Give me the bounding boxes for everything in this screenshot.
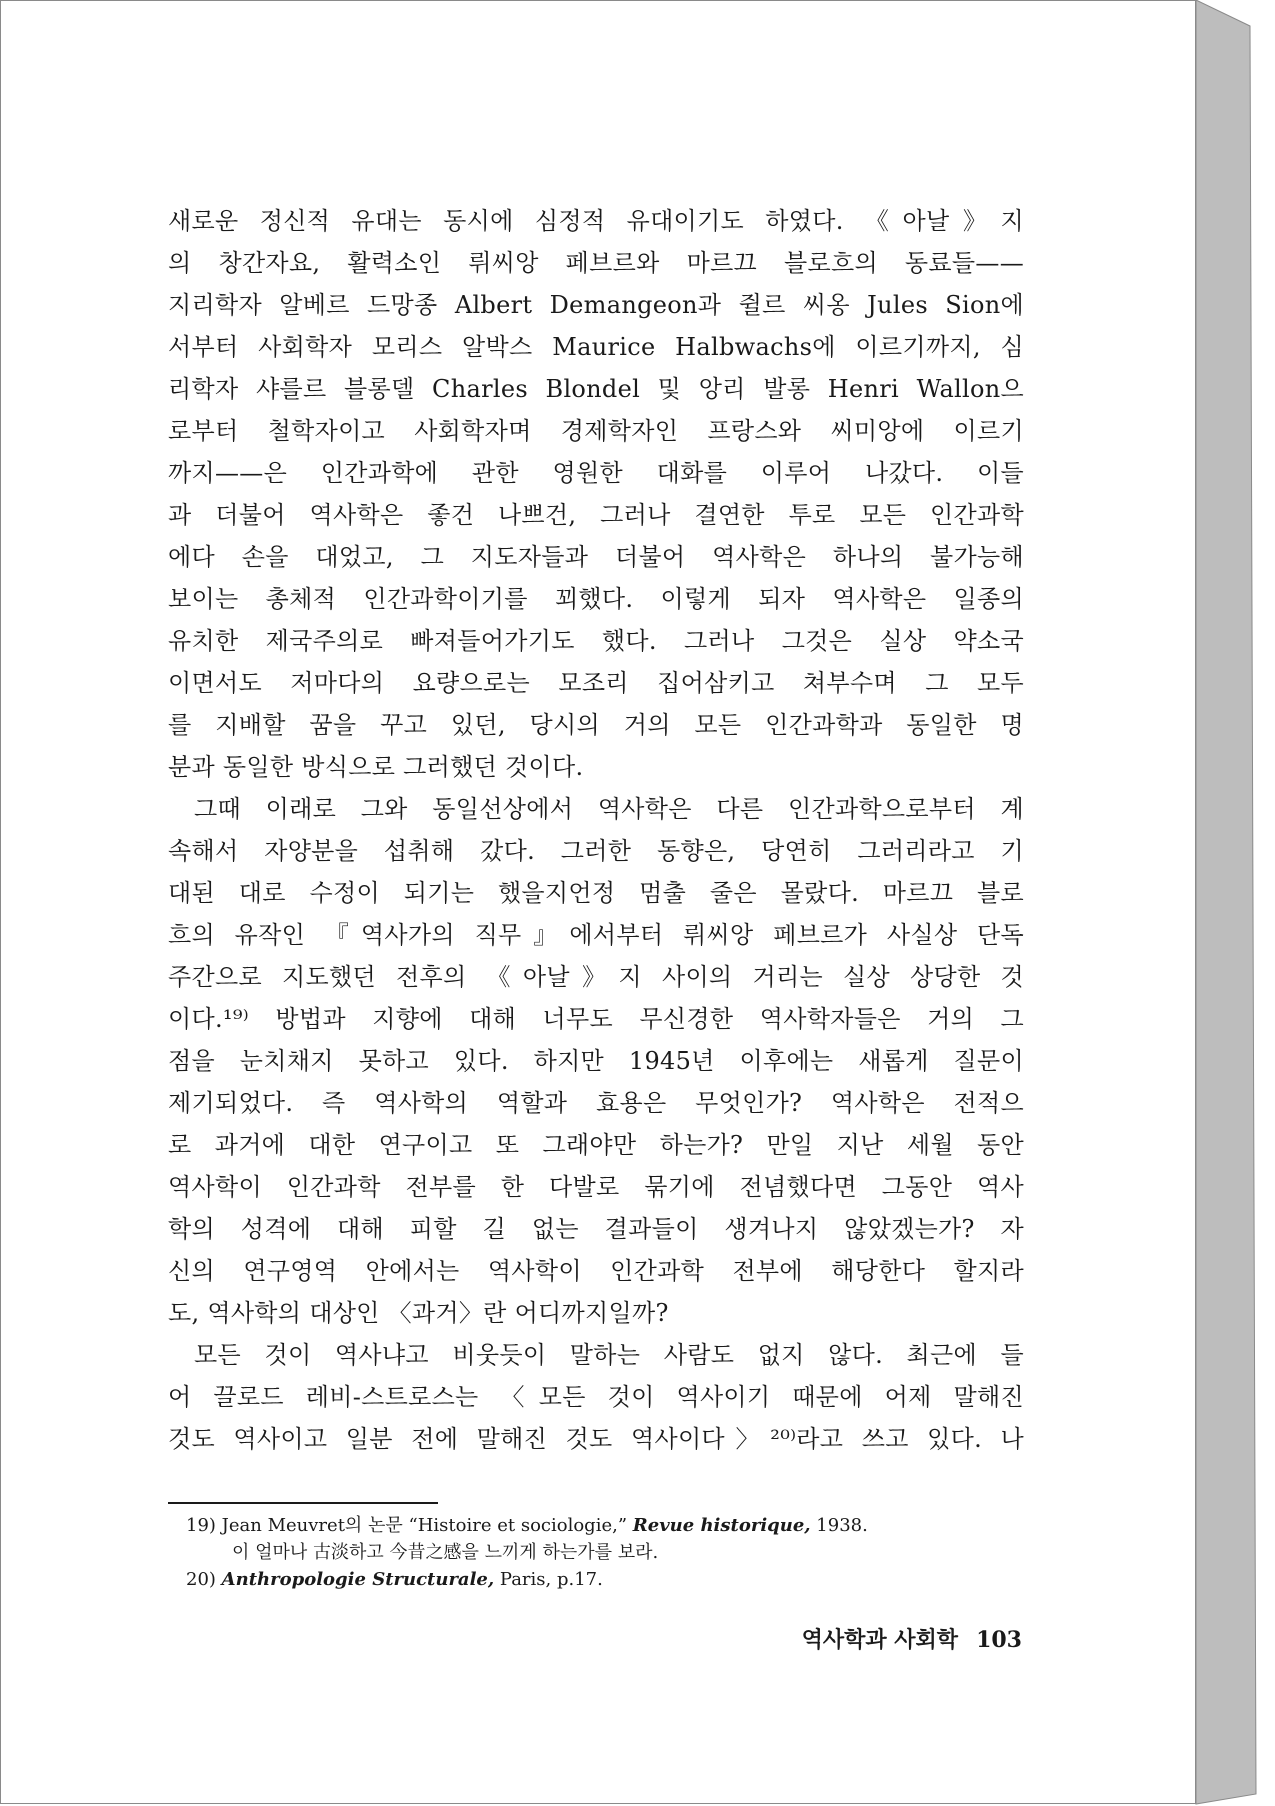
- footnote-book-title: Anthropologie Structurale,: [221, 1569, 495, 1590]
- body-line: 흐의 유작인 『역사가의 직무』에서부터 뤼씨앙 페브르가 사실상 단독: [168, 921, 1024, 949]
- footnote-journal: Revue historique,: [632, 1515, 811, 1536]
- body-line: 제기되었다. 즉 역사학의 역할과 효용은 무엇인가? 역사학은 전적으: [168, 1089, 1024, 1117]
- footnote-year: 1938.: [816, 1515, 868, 1536]
- footnote-19-continued: 이 얼마나 古淡하고 今昔之感을 느끼게 하는가를 보라.: [232, 1542, 659, 1563]
- body-text: [168, 200, 1024, 1460]
- page-number: 103: [976, 1627, 1022, 1653]
- body-line: 어 끌로드 레비-스트로스는 〈모든 것이 역사이기 때문에 어제 말해진: [168, 1383, 1024, 1411]
- body-line: 분과 동일한 방식으로 그러했던 것이다.: [168, 753, 584, 781]
- footnote-divider: [168, 1502, 438, 1504]
- running-footer: [730, 1626, 1022, 1654]
- body-line: 까지——은 인간과학에 관한 영원한 대화를 이루어 나갔다. 이들: [168, 459, 1024, 487]
- running-title: 역사학과 사회학: [801, 1627, 959, 1653]
- body-line: 이면서도 저마다의 요량으로는 모조리 집어삼키고 쳐부수며 그 모두: [168, 669, 1024, 697]
- body-line: 새로운 정신적 유대는 동시에 심정적 유대이기도 하였다. 《아날》지: [168, 207, 1024, 235]
- body-line: 보이는 총체적 인간과학이기를 꾀했다. 이렇게 되자 역사학은 일종의: [168, 585, 1024, 613]
- body-line: 서부터 사회학자 모리스 알박스 Maurice Halbwachs에 이르기까지, 심: [168, 333, 1024, 361]
- body-line: 로 과거에 대한 연구이고 또 그래야만 하는가? 만일 지난 세월 동안: [168, 1131, 1024, 1159]
- body-line: 에다 손을 대었고, 그 지도자들과 더불어 역사학은 하나의 불가능해: [168, 543, 1024, 571]
- body-line: 점을 눈치채지 못하고 있다. 하지만 1945년 이후에는 새롭게 질문이: [168, 1047, 1024, 1075]
- body-line: 의 창간자요, 활력소인 뤼씨앙 페브르와 마르끄 블로흐의 동료들——: [168, 249, 1024, 277]
- body-line: 리학자 샤를르 블롱델 Charles Blondel 및 앙리 발롱 Henri Wallon으: [168, 375, 1024, 403]
- body-line: 유치한 제국주의로 빠져들어가기도 했다. 그러나 그것은 실상 약소국: [168, 627, 1024, 655]
- body-line: 것도 역사이고 일분 전에 말해진 것도 역사이다〉²⁰⁾라고 쓰고 있다. 나: [168, 1425, 1024, 1453]
- footnotes: [186, 1512, 1026, 1593]
- footnote-number: 19): [186, 1515, 216, 1536]
- body-line: 이다.¹⁹⁾ 방법과 지향에 대해 너무도 무신경한 역사학자들은 거의 그: [168, 1005, 1024, 1033]
- body-line: 대된 대로 수정이 되기는 했을지언정 멈출 줄은 몰랐다. 마르끄 블로: [168, 879, 1024, 907]
- body-line: 지리학자 알베르 드망종 Albert Demangeon과 쥘르 씨옹 Jules Sion에: [168, 291, 1024, 319]
- body-line: 를 지배할 꿈을 꾸고 있던, 당시의 거의 모든 인간과학과 동일한 명: [168, 711, 1024, 739]
- body-line: 학의 성격에 대해 피할 길 없는 결과들이 생겨나지 않았겠는가? 자: [168, 1215, 1024, 1243]
- body-line: 신의 연구영역 안에서는 역사학이 인간과학 전부에 해당한다 할지라: [168, 1257, 1024, 1285]
- footnote-text: Paris, p.17.: [499, 1569, 603, 1590]
- footnote-number: 20): [186, 1569, 216, 1590]
- body-line: 주간으로 지도했던 전후의 《아날》지 사이의 거리는 실상 상당한 것: [168, 963, 1024, 991]
- body-line: 그때 이래로 그와 동일선상에서 역사학은 다른 인간과학으로부터 계: [194, 795, 1024, 823]
- footnote-19: [186, 1512, 1026, 1539]
- footnote-20: [186, 1566, 1026, 1593]
- body-line: 모든 것이 역사냐고 비웃듯이 말하는 사람도 없지 않다. 최근에 들: [194, 1341, 1024, 1369]
- body-line: 도, 역사학의 대상인 〈과거〉란 어디까지일까?: [168, 1299, 669, 1327]
- footnote-text: Jean Meuvret의 논문 “Histoire et sociologie,”: [221, 1515, 628, 1536]
- body-line: 과 더불어 역사학은 좋건 나쁘건, 그러나 결연한 투로 모든 인간과학: [168, 501, 1024, 529]
- body-line: 로부터 철학자이고 사회학자며 경제학자인 프랑스와 씨미앙에 이르기: [168, 417, 1024, 445]
- body-line: 속해서 자양분을 섭취해 갔다. 그러한 동향은, 당연히 그러리라고 기: [168, 837, 1024, 865]
- body-line: 역사학이 인간과학 전부를 한 다발로 묶기에 전념했다면 그동안 역사: [168, 1173, 1024, 1201]
